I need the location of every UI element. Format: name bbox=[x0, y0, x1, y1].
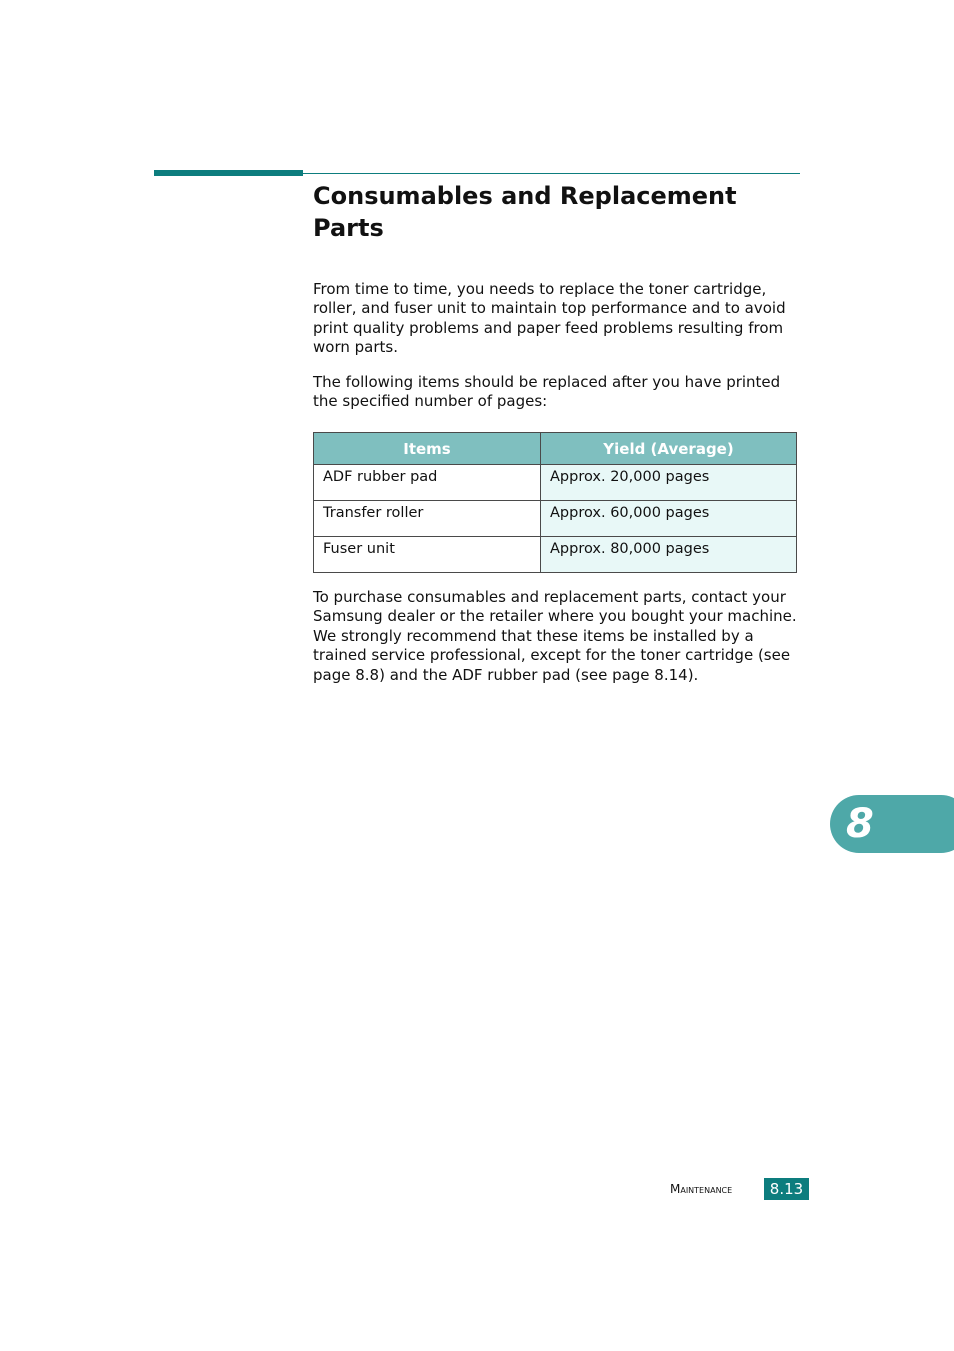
footer-section-name: Maintenance bbox=[670, 1182, 733, 1196]
table-row bbox=[314, 501, 797, 537]
item-cell: ADF rubber pad bbox=[314, 465, 541, 501]
page-title: Consumables and Replacement Parts bbox=[313, 182, 737, 242]
table-row bbox=[314, 537, 797, 573]
purchase-paragraph: To purchase consumables and replacement parts, contact your Samsung dealer or the retailer where you bought your machine. We strongly recommend that these items be installed by a trained service professional, except for the toner cartridge (see page 8.8) and the ADF rubber pad (see page 8.14). bbox=[313, 588, 797, 684]
yield-table bbox=[313, 432, 797, 573]
header-yield: Yield (Average) bbox=[541, 433, 797, 465]
item-cell: Fuser unit bbox=[314, 537, 541, 573]
yield-cell: Approx. 60,000 pages bbox=[541, 501, 797, 537]
section-rule-thin bbox=[303, 173, 800, 174]
footer-page-number: 8.13 bbox=[764, 1178, 809, 1200]
table-header-row bbox=[314, 433, 797, 465]
table-row bbox=[314, 465, 797, 501]
yield-cell: Approx. 20,000 pages bbox=[541, 465, 797, 501]
section-rule-thick bbox=[154, 170, 303, 176]
item-cell: Transfer roller bbox=[314, 501, 541, 537]
intro-paragraph: From time to time, you needs to replace the toner cartridge, roller, and fuser unit to maintain top performance and to avoid print quality problems and paper feed problems resulting from worn parts. bbox=[313, 280, 786, 357]
chapter-number: 8 bbox=[846, 801, 874, 847]
table-intro-paragraph: The following items should be replaced after you have printed the specified number of pages: bbox=[313, 373, 781, 411]
yield-cell: Approx. 80,000 pages bbox=[541, 537, 797, 573]
header-items: Items bbox=[314, 433, 541, 465]
